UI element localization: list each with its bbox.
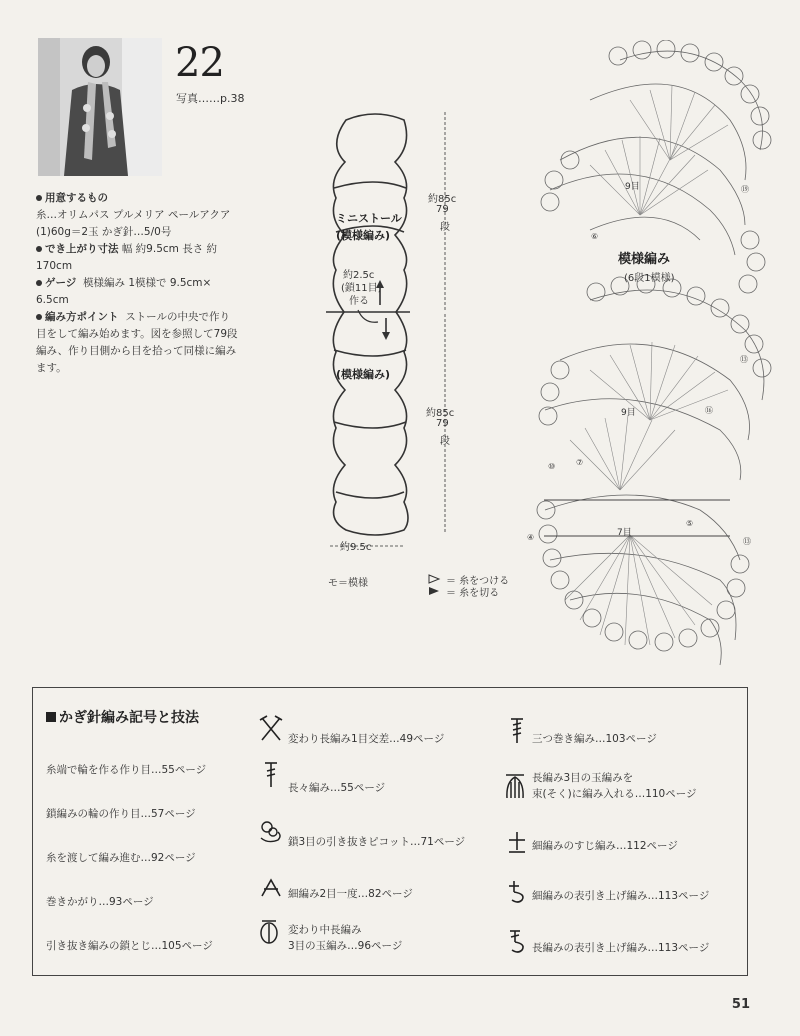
- lower-length-label: 約85c: [426, 408, 455, 419]
- bobble-in-space-icon: [502, 772, 528, 800]
- chain-make-label: 作る: [349, 296, 369, 307]
- stitch-count-7: 7目: [617, 528, 632, 538]
- technique-item: 細編み2目一度…82ページ: [288, 888, 413, 900]
- lower-section-label: (模様編み): [336, 368, 391, 381]
- materials-list: [36, 190, 266, 377]
- points-heading: 編み方ポイント: [45, 311, 119, 323]
- stitch-count-9b: 9目: [621, 408, 636, 418]
- technique-item: 細編みの表引き上げ編み…113ページ: [532, 890, 710, 902]
- technique-item: 変わり中長編み: [288, 924, 362, 936]
- upper-rows-number: 79: [436, 204, 449, 215]
- technique-item: 巻きかがり…93ページ: [46, 896, 154, 908]
- size-heading: でき上がり寸法: [45, 243, 119, 255]
- technique-item: 鎖編みの輪の作り目…57ページ: [46, 808, 196, 820]
- yarn-amount-line: (1)60g＝2玉 かぎ針…5/0号: [36, 226, 172, 238]
- sc2tog-icon: [258, 874, 284, 902]
- double-treble-icon: [258, 760, 284, 788]
- size-line: 幅 約9.5cm 長さ 約: [121, 243, 218, 255]
- row-number: ⑤: [686, 519, 694, 528]
- legend-cut: ＝ 糸を切る: [446, 588, 500, 599]
- front-post-sc-icon: [504, 878, 530, 906]
- chain-count-label: (鎖11目): [341, 283, 382, 294]
- triple-treble-icon: [504, 716, 530, 744]
- chain-length-label: 約2.5c: [343, 270, 375, 281]
- width-label: 約9.5c: [340, 542, 372, 553]
- pattern-number: 22: [175, 40, 224, 86]
- technique-item: 束(そく)に編み入れる…110ページ: [532, 788, 697, 800]
- row-number: ⑥: [591, 232, 599, 241]
- picot-icon: [258, 818, 284, 846]
- size-line-2: 170cm: [36, 260, 73, 272]
- lower-rows-unit: 段: [440, 436, 450, 447]
- upper-rows-unit: 段: [440, 222, 450, 233]
- legend-attach: ＝ 糸をつける: [446, 576, 510, 587]
- bullet-icon: [36, 195, 42, 201]
- yarn-line: 糸…オリムパス プルメリア ペールアクア: [36, 209, 231, 221]
- photo-reference: 写真……p.38: [176, 92, 245, 105]
- row-number: ⑬: [740, 355, 748, 364]
- front-post-dc-icon: [504, 928, 530, 956]
- stole-title: ミニストール: [336, 212, 402, 225]
- lower-rows-number: 79: [436, 418, 449, 429]
- puff-stitch-icon: [256, 918, 282, 946]
- bullet-icon: [36, 280, 42, 286]
- technique-item: 引き抜き編みの鎖とじ…105ページ: [46, 940, 213, 952]
- row-number: ⑯: [705, 406, 713, 415]
- technique-title: かぎ針編み記号と技法: [46, 707, 199, 727]
- bullet-icon: [36, 246, 42, 252]
- gauge-heading: ゲージ: [45, 277, 77, 289]
- technique-item: 長編み3目の玉編みを: [532, 772, 634, 784]
- legend-mo: モ＝模様: [328, 578, 368, 589]
- row-number: ⑦: [576, 458, 584, 467]
- upper-length-label: 約85c: [428, 194, 457, 205]
- back-loop-sc-icon: [504, 828, 530, 856]
- points-line-4: ます。: [36, 362, 67, 374]
- page-number: 51: [731, 997, 750, 1012]
- bullet-icon: [36, 314, 42, 320]
- square-bullet-icon: [46, 712, 56, 722]
- technique-item: 長編みの表引き上げ編み…113ページ: [532, 942, 710, 954]
- stitch-chart-title: 模様編み: [618, 252, 671, 267]
- technique-item: 糸端で輪を作る作り目…55ページ: [46, 764, 207, 776]
- stole-title-sub: (模様編み): [336, 229, 391, 242]
- technique-item: 糸を渡して編み進む…92ページ: [46, 852, 196, 864]
- points-line-3: 編み、作り目側から目を拾って同様に編み: [36, 345, 237, 357]
- technique-item: 長々編み…55ページ: [288, 782, 386, 794]
- gauge-line-2: 6.5cm: [36, 294, 69, 306]
- model-photo: [38, 38, 162, 176]
- technique-item: 変わり長編み1目交差…49ページ: [288, 733, 445, 745]
- technique-item: 3目の玉編み…96ページ: [288, 940, 403, 952]
- technique-item: 鎖3目の引き抜きピコット…71ページ: [288, 836, 466, 848]
- legend-markers: [428, 573, 442, 597]
- row-number: ⑬: [743, 537, 751, 546]
- stole-schematic: [300, 100, 540, 600]
- row-number: ⑲: [741, 185, 749, 194]
- row-number: ④: [527, 533, 535, 542]
- technique-item: 細編みのすじ編み…112ページ: [532, 840, 678, 852]
- technique-item: 三つ巻き編み…103ページ: [532, 733, 657, 745]
- points-line: ストールの中央で作り: [125, 311, 230, 323]
- materials-heading: 用意するもの: [45, 192, 108, 204]
- crossed-treble-icon: [258, 714, 284, 742]
- stitch-count-9a: 9目: [625, 182, 640, 192]
- gauge-line: 模様編み 1模様で 9.5cm×: [82, 277, 212, 289]
- row-number: ⑩: [548, 462, 556, 471]
- stitch-chart-subtitle: (6段1模様): [624, 273, 675, 284]
- points-line-2: 目をして編み始めます。図を参照して79段: [36, 328, 238, 340]
